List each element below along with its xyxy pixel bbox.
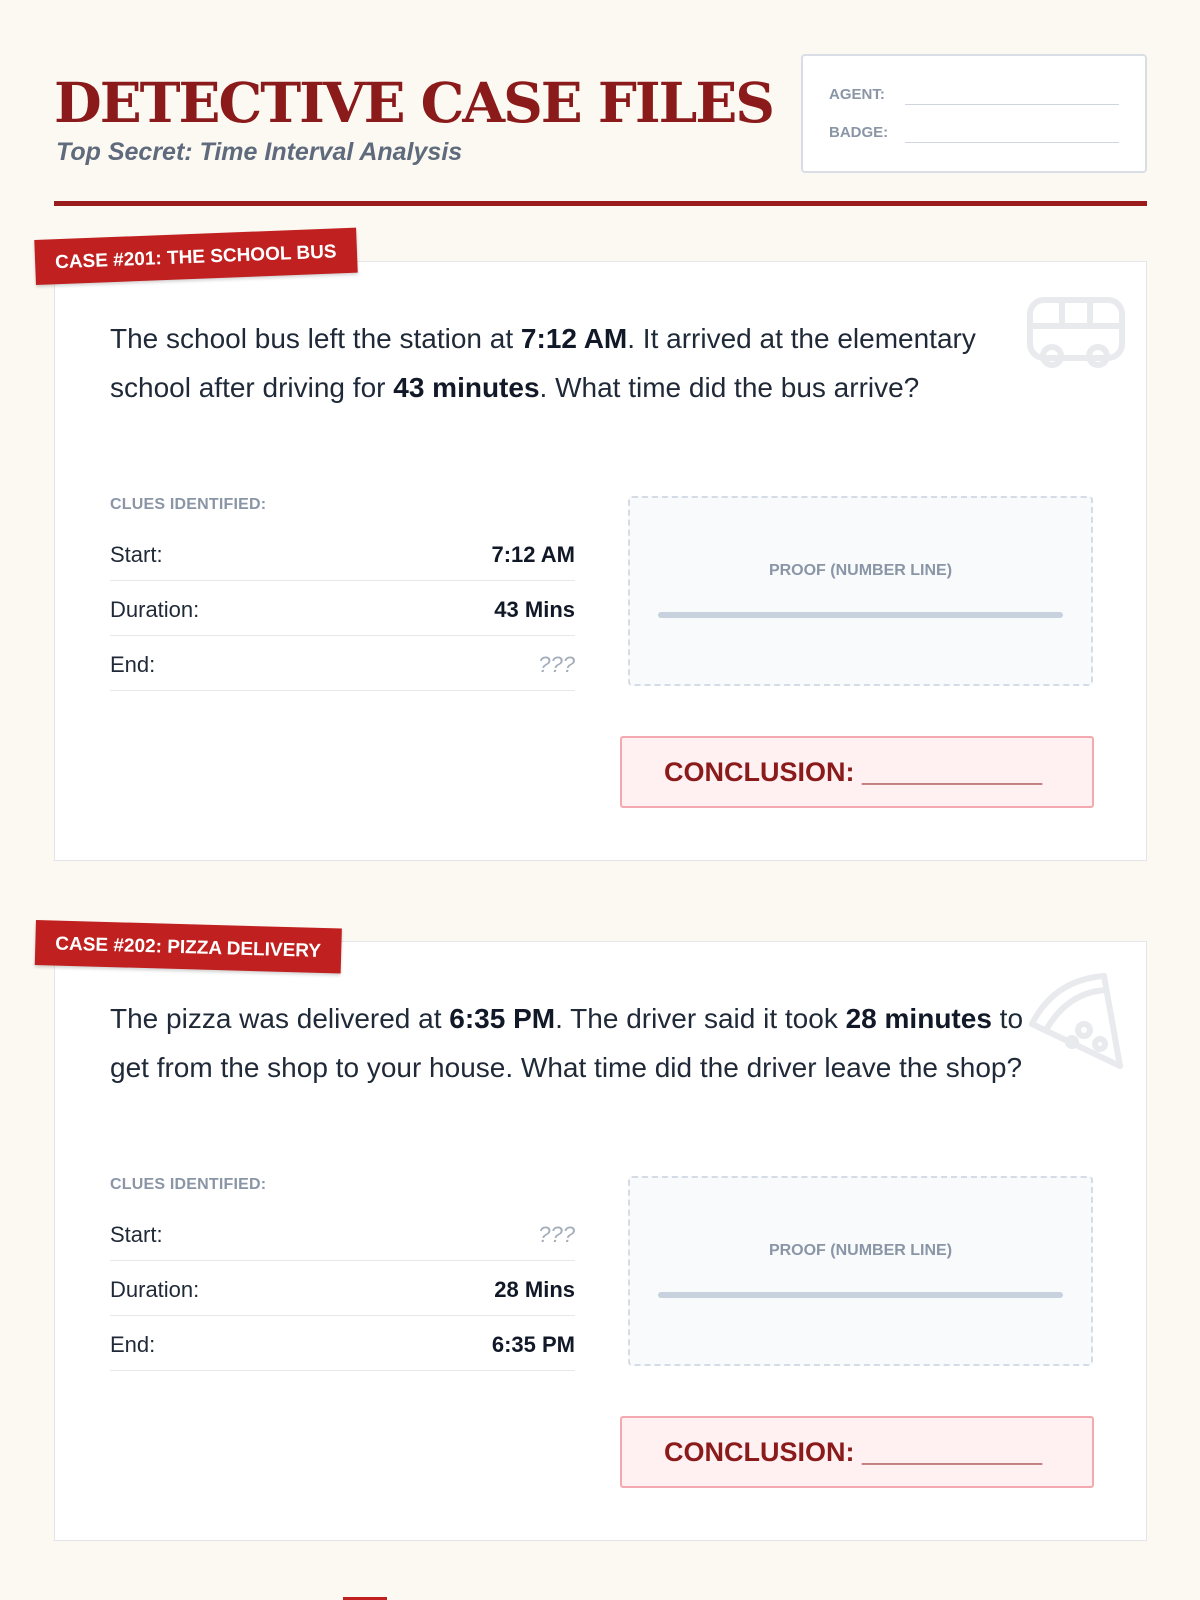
clue-value-unknown: ??? <box>538 1222 575 1247</box>
prompt-text: . The driver said it took <box>555 1003 846 1034</box>
clue-value: 28 Mins <box>494 1277 575 1302</box>
clue-value: 7:12 AM <box>491 542 575 567</box>
proof-area[interactable] <box>628 1176 1093 1366</box>
clue-label: Duration: <box>110 1277 200 1302</box>
page-subtitle: Top Secret: Time Interval Analysis <box>56 138 463 166</box>
badge-blank-line <box>905 142 1119 143</box>
clue-label: Start: <box>110 1222 163 1247</box>
clue-row-duration <box>110 1261 575 1316</box>
conclusion-box[interactable] <box>620 1416 1094 1488</box>
prompt-text: . What time did the bus arrive? <box>539 372 920 403</box>
case-card <box>54 933 1147 1541</box>
conclusion-label: CONCLUSION: ____________ <box>664 757 1043 787</box>
number-line <box>658 1292 1063 1298</box>
clue-label: Start: <box>110 542 163 567</box>
clues-title: CLUES IDENTIFIED: <box>110 1176 267 1193</box>
clue-label: Duration: <box>110 597 200 622</box>
conclusion-label: CONCLUSION: ____________ <box>664 1437 1043 1467</box>
clue-value: 43 Mins <box>494 597 575 622</box>
proof-label: PROOF (NUMBER LINE) <box>768 562 953 579</box>
prompt-text: . It arrived at the elementary school after driving for <box>110 323 976 403</box>
proof-label: PROOF (NUMBER LINE) <box>768 1242 953 1259</box>
prompt-end-time: 6:35 PM <box>449 1003 556 1034</box>
case-card <box>54 241 1147 861</box>
clues-table <box>110 1176 575 1371</box>
prompt-text: to get from the shop to your house. What time did the driver leave the shop? <box>110 1003 1024 1083</box>
prompt-start-time: 7:12 AM <box>520 323 628 354</box>
worksheet-header <box>54 54 1147 206</box>
badge-label: BADGE: <box>829 124 889 141</box>
clue-row-end <box>110 1316 575 1371</box>
agent-info-box <box>801 54 1147 173</box>
case-prompt <box>110 314 1060 412</box>
agent-blank-line <box>905 104 1119 105</box>
clue-row-end <box>110 636 575 691</box>
prompt-text: The pizza was delivered at <box>110 1003 450 1034</box>
case-tag: CASE #202: PIZZA DELIVERY <box>35 920 342 974</box>
clues-title: CLUES IDENTIFIED: <box>110 496 267 513</box>
prompt-duration: 28 minutes <box>845 1003 992 1034</box>
badge-field[interactable] <box>829 119 1119 143</box>
agent-field[interactable] <box>829 81 1119 105</box>
conclusion-box[interactable] <box>620 736 1094 808</box>
clue-label: End: <box>110 1332 156 1357</box>
case-prompt <box>110 994 1060 1092</box>
prompt-duration: 43 minutes <box>393 372 540 403</box>
prompt-text: The school bus left the station at <box>110 323 521 354</box>
clue-row-duration <box>110 581 575 636</box>
clue-value: 6:35 PM <box>491 1332 575 1357</box>
clues-table <box>110 496 575 691</box>
clue-value-unknown: ??? <box>538 652 575 677</box>
page-title: DETECTIVE CASE FILES <box>54 70 773 135</box>
clue-row-start <box>110 1206 575 1261</box>
clue-label: End: <box>110 652 156 677</box>
clue-row-start <box>110 526 575 581</box>
proof-area[interactable] <box>628 496 1093 686</box>
number-line <box>658 612 1063 618</box>
agent-label: AGENT: <box>829 86 885 103</box>
case-tag: CASE #201: THE SCHOOL BUS <box>34 228 357 285</box>
